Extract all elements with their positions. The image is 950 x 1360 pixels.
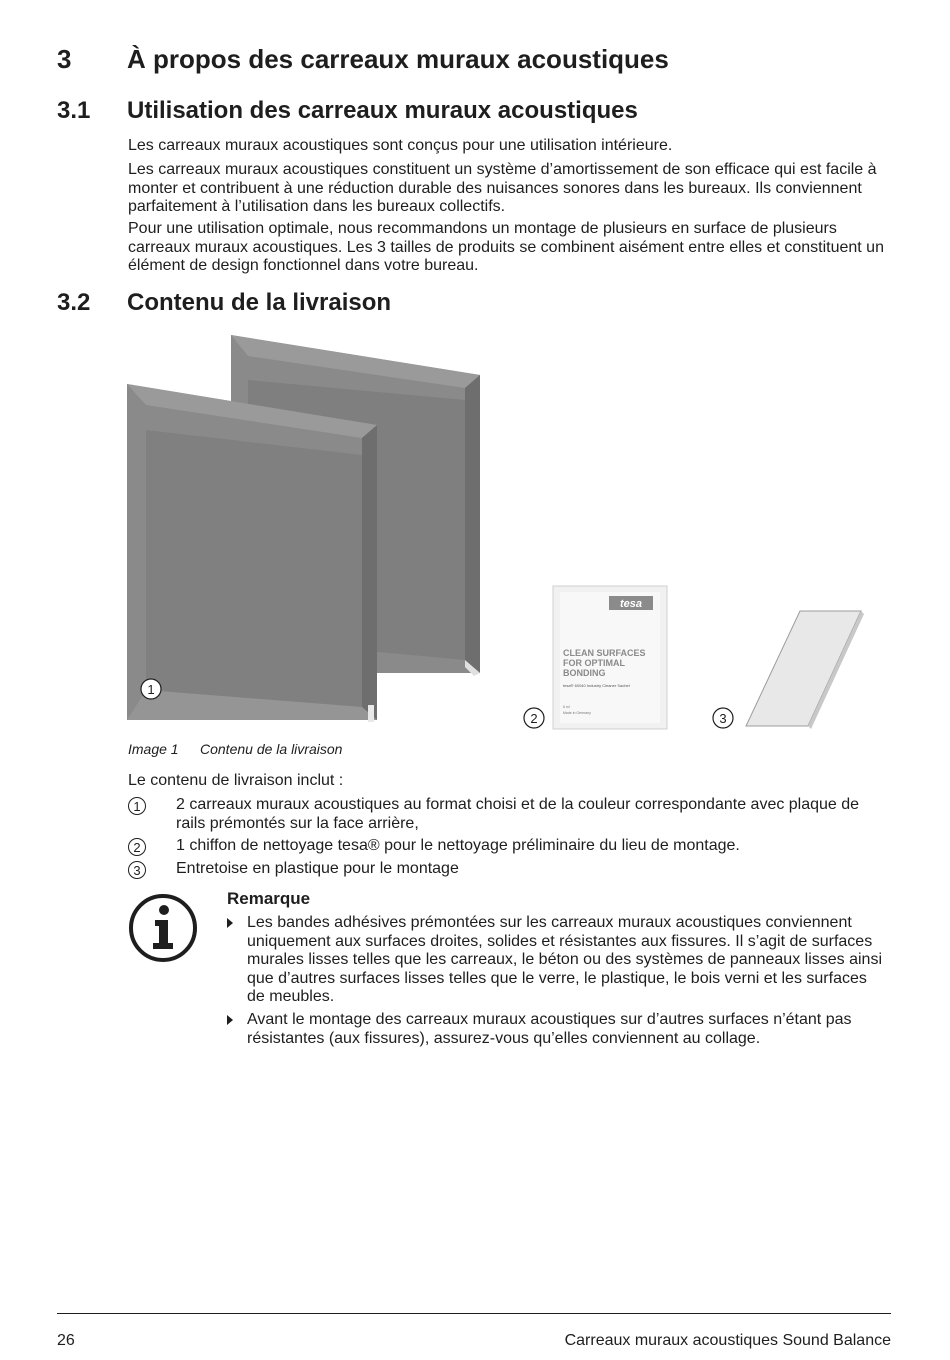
callout-2-label: 2 xyxy=(530,711,538,726)
note-title: Remarque xyxy=(227,889,311,908)
paragraph-usage-optimal: Pour une utilisation optimale, nous recommandons un montage de plusieurs en surface de plusieurs carreaux muraux acoustiques. Les 3 tailles de produits se combinent aisément entre elles et constituent un élément de design fonctionnel dans votre bureau. xyxy=(128,220,884,274)
delivery-list-intro: Le contenu de livraison inclut : xyxy=(128,772,344,789)
paragraph-usage-indoor: Les carreaux muraux acoustiques sont conçus pour une utilisation intérieure. xyxy=(128,137,673,154)
plastic-spacer xyxy=(746,611,864,729)
acoustic-tile-front xyxy=(127,384,377,722)
section-title: Contenu de la livraison xyxy=(127,289,392,316)
tesa-cleaner-sachet xyxy=(553,586,667,729)
paragraph-usage-system: Les carreaux muraux acoustiques constituent un système d’amortissement de son efficace qui est facile à monter et contribuent à une réduction durable des nuisances sonores dans les bureaux. Ils conviennent parfaitement à l’utilisation dans les bureaux collectifs. xyxy=(128,161,877,215)
callout-3-label: 3 xyxy=(719,711,727,726)
callout-3 xyxy=(713,708,733,728)
list-item-text: 1 chiffon de nettoyage tesa® pour le nettoyage préliminaire du lieu de montage. xyxy=(176,837,740,854)
sachet-volume: 6 ml xyxy=(563,705,570,709)
note-bullet-text: Avant le montage des carreaux muraux acoustiques sur d’autres surfaces n’étant pas résistantes (aux fissures), assurez-vous qu’elles conviennent au collage. xyxy=(247,1011,852,1047)
list-item-text: 2 carreaux muraux acoustiques au format choisi et de la couleur correspondante avec plaque de rails prémontés sur la face arrière, xyxy=(176,796,860,832)
section-title: Utilisation des carreaux muraux acoustiques xyxy=(127,97,638,124)
note-bullet-text: Les bandes adhésives prémontées sur les carreaux muraux acoustiques conviennent uniquement aux surfaces droites, solides et résistantes aux fissures. Il s’agit de surfaces murales lisses telles que les carreaux, le béton ou des systèmes de panneaux lisses ainsi que d’autres surfaces lisses telles que le verre, le plastique, le bois verni et les surfaces de meubles. xyxy=(247,914,882,1005)
section-number: 3.1 xyxy=(57,97,91,124)
bullet-triangle-icon xyxy=(227,1015,233,1025)
sachet-brand: tesa xyxy=(619,598,643,610)
sachet-product-line: tesa® 60040 Industry Cleaner Sachet xyxy=(563,683,630,688)
callout-2 xyxy=(524,708,544,728)
caption-label: Image 1 xyxy=(128,741,179,757)
sachet-origin: Made in Germany xyxy=(563,711,591,715)
caption-text: Contenu de la livraison xyxy=(200,741,343,757)
sachet-line-1: CLEAN SURFACES xyxy=(563,648,646,658)
callout-1 xyxy=(141,679,161,699)
figure-caption xyxy=(128,741,342,757)
section-number: 3.2 xyxy=(57,289,91,316)
bullet-triangle-icon xyxy=(227,918,233,928)
chapter-title: À propos des carreaux muraux acoustiques xyxy=(127,44,669,74)
sachet-line-2: FOR OPTIMAL xyxy=(563,658,625,668)
footer-divider xyxy=(57,1313,891,1314)
page-number: 26 xyxy=(57,1332,75,1349)
callout-1-label: 1 xyxy=(147,682,155,697)
footer-title: Carreaux muraux acoustiques Sound Balance xyxy=(564,1332,891,1349)
list-marker: 1 xyxy=(128,797,146,815)
info-icon xyxy=(128,893,198,963)
list-marker: 3 xyxy=(128,861,146,879)
chapter-number: 3 xyxy=(57,44,72,74)
sachet-line-3: BONDING xyxy=(563,668,606,678)
list-item-text: Entretoise en plastique pour le montage xyxy=(176,860,459,877)
list-marker: 2 xyxy=(128,838,146,856)
